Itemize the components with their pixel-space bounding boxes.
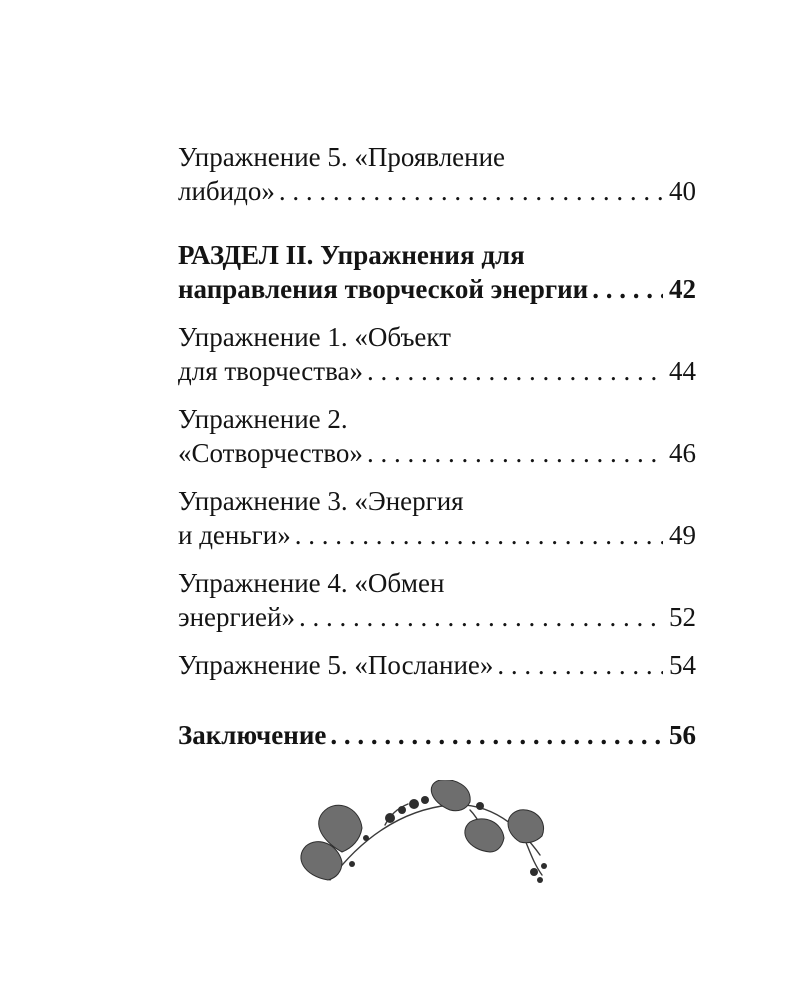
toc-entry-title-last: направления творческой энергии [178, 274, 589, 304]
toc-entry-title-last: и деньги» [178, 520, 291, 550]
toc-entry-exercise-5-message[interactable] [178, 648, 696, 682]
dot-leader [279, 174, 663, 208]
toc-entry-title-last: Заключение [178, 720, 327, 750]
toc-entry-title-last: либидо» [178, 176, 275, 206]
toc-page-number: 42 [669, 274, 696, 304]
toc-page-number: 54 [669, 650, 696, 680]
toc-entry-title-line: Упражнение 2. [178, 404, 348, 434]
dot-leader [299, 600, 663, 634]
dot-leader [497, 648, 663, 682]
toc-entry-exercise-1-object[interactable] [178, 320, 696, 388]
toc-entry-title-line: Упражнение 5. «Проявление [178, 142, 506, 172]
toc-page-number: 40 [669, 176, 696, 206]
toc-entry-conclusion[interactable] [178, 718, 696, 752]
dot-leader [367, 436, 663, 470]
toc-entry-title-line: Упражнение 4. «Обмен [178, 568, 445, 598]
toc-entry-exercise-2-cocreation[interactable] [178, 402, 696, 470]
toc-page-number: 52 [669, 602, 696, 632]
dot-leader [330, 718, 663, 752]
toc-entry-title-last: для творчества» [178, 356, 363, 386]
dot-leader [295, 518, 663, 552]
dot-leader [367, 354, 663, 388]
dot-leader [592, 272, 663, 306]
toc-entry-title-line: Упражнение 1. «Объект [178, 322, 451, 352]
toc-entry-section-2[interactable] [178, 238, 696, 306]
toc-entry-title-last: Упражнение 5. «Послание» [178, 650, 494, 680]
toc-entry-title-line: Упражнение 3. «Энергия [178, 486, 464, 516]
toc-page-number: 44 [669, 356, 696, 386]
toc-page-number: 56 [669, 720, 696, 750]
table-of-contents [178, 140, 696, 752]
toc-entry-title-line: РАЗДЕЛ II. Упражнения для [178, 240, 525, 270]
toc-entry-exercise-4-exchange[interactable] [178, 566, 696, 634]
toc-entry-exercise-3-energy-money[interactable] [178, 484, 696, 552]
ginkgo-branch-icon [290, 780, 560, 900]
toc-page-number: 49 [669, 520, 696, 550]
toc-entry-title-last: энергией» [178, 602, 295, 632]
toc-entry-title-last: «Сотворчество» [178, 438, 363, 468]
toc-entry-exercise-5-libido[interactable] [178, 140, 696, 208]
toc-page-number: 46 [669, 438, 696, 468]
